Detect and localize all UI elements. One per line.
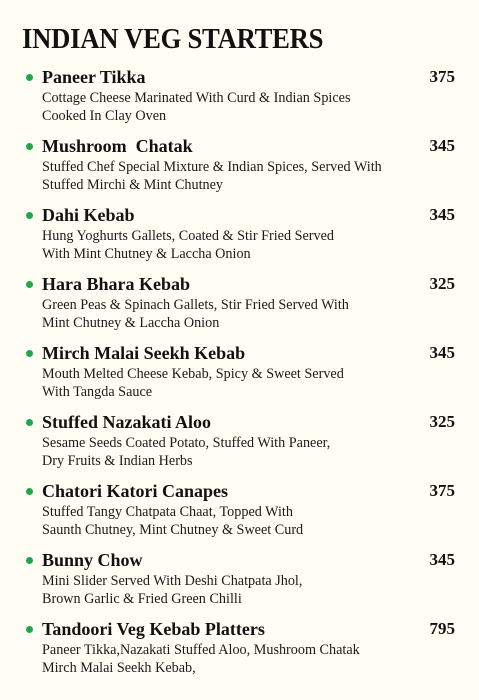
item-name: Bunny Chow <box>42 549 143 570</box>
menu-item-header <box>22 616 455 642</box>
menu-title: INDIAN VEG STARTERS <box>22 23 324 55</box>
item-price: 345 <box>429 205 455 224</box>
bullet-icon <box>26 557 33 564</box>
item-description-line: Mint Chutney & Laccha Onion <box>42 314 220 331</box>
item-description-line: Dry Fruits & Indian Herbs <box>42 452 193 469</box>
menu-item-header <box>22 547 455 573</box>
item-description-line: Brown Garlic & Fried Green Chilli <box>42 590 242 607</box>
item-name: Dahi Kebab <box>42 204 135 225</box>
bullet-icon <box>26 419 33 426</box>
item-description <box>42 642 455 677</box>
menu-item-header <box>22 409 455 435</box>
item-name: Hara Bhara Kebab <box>42 273 191 294</box>
item-description-line: Stuffed Mirchi & Mint Chutney <box>42 176 224 193</box>
bullet-icon <box>26 212 33 219</box>
item-description-line: Green Peas & Spinach Gallets, Stir Fried Served With <box>42 297 349 313</box>
menu-item-header <box>22 271 455 297</box>
item-description-line: With Mint Chutney & Laccha Onion <box>42 245 251 262</box>
menu-item <box>22 616 455 677</box>
item-price: 795 <box>429 619 455 638</box>
item-price: 375 <box>429 481 455 500</box>
item-price: 345 <box>429 136 455 155</box>
menu-item-header <box>22 202 455 228</box>
bullet-icon <box>26 143 33 150</box>
menu-item <box>22 271 455 332</box>
item-price: 375 <box>429 67 455 86</box>
menu-item-header <box>22 64 455 90</box>
bullet-icon <box>26 281 33 288</box>
item-description <box>42 297 455 332</box>
menu-item-header <box>22 340 455 366</box>
bullet-icon <box>26 74 33 81</box>
item-description <box>42 90 455 125</box>
item-description-line: Saunth Chutney, Mint Chutney & Sweet Curd <box>42 521 304 538</box>
item-name: Mushroom Chatak <box>42 135 193 156</box>
item-description-line: Stuffed Tangy Chatpata Chaat, Topped With <box>42 504 293 520</box>
menu-item <box>22 547 455 608</box>
bullet-icon <box>26 350 33 357</box>
bullet-icon <box>26 488 33 495</box>
item-description <box>42 504 455 539</box>
item-description-line: With Tangda Sauce <box>42 383 153 400</box>
item-description <box>42 435 455 470</box>
item-description-line: Hung Yoghurts Gallets, Coated & Stir Fried Served <box>42 228 335 244</box>
menu-item <box>22 64 455 125</box>
item-description-line: Paneer Tikka,Nazakati Stuffed Aloo, Mushroom Chatak <box>42 642 360 658</box>
menu-item-list <box>22 64 455 677</box>
item-price: 325 <box>429 412 455 431</box>
item-description-line: Cottage Cheese Marinated With Curd & Indian Spices <box>42 90 351 106</box>
item-name: Stuffed Nazakati Aloo <box>42 411 212 432</box>
item-name: Paneer Tikka <box>42 66 146 87</box>
menu-item-header <box>22 478 455 504</box>
item-price: 345 <box>429 343 455 362</box>
item-description-line: Stuffed Chef Special Mixture & Indian Spices, Served With <box>42 159 382 175</box>
item-description-line: Cooked In Clay Oven <box>42 107 167 124</box>
item-price: 345 <box>429 550 455 569</box>
menu-item <box>22 202 455 263</box>
item-description-line: Mirch Malai Seekh Kebab, <box>42 659 196 676</box>
item-name: Chatori Katori Canapes <box>42 480 228 501</box>
item-description <box>42 228 455 263</box>
item-name: Tandoori Veg Kebab Platters <box>42 618 265 639</box>
menu-item <box>22 409 455 470</box>
menu-item <box>22 478 455 539</box>
item-description <box>42 159 455 194</box>
item-price: 325 <box>429 274 455 293</box>
menu-item-header <box>22 133 455 159</box>
menu-item <box>22 340 455 401</box>
item-name: Mirch Malai Seekh Kebab <box>42 342 246 363</box>
bullet-icon <box>26 626 33 633</box>
item-description <box>42 366 455 401</box>
item-description <box>42 573 455 608</box>
item-description-line: Mini Slider Served With Deshi Chatpata Jhol, <box>42 573 303 589</box>
item-description-line: Sesame Seeds Coated Potato, Stuffed With Paneer, <box>42 435 331 451</box>
item-description-line: Mouth Melted Cheese Kebab, Spicy & Sweet Served <box>42 366 344 382</box>
menu-item <box>22 133 455 194</box>
